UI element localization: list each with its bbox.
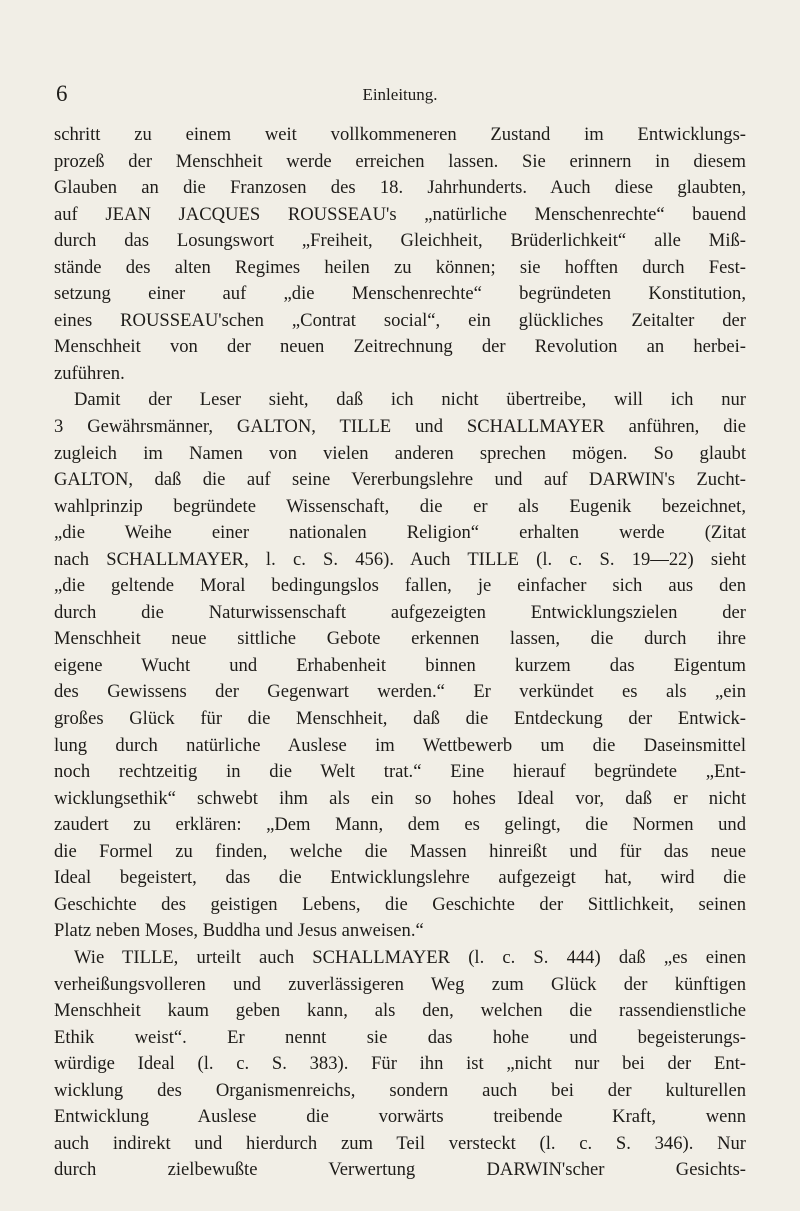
text-line: zaudert zu erklären: „Dem Mann, dem es gelingt, die Normen und bbox=[54, 814, 746, 836]
text-line: GALTON, daß die auf seine Vererbungslehre und auf DARWIN's Zucht- bbox=[54, 469, 746, 491]
text-line: lung durch natürliche Auslese im Wettbewerb um die Daseinsmittel bbox=[54, 734, 746, 756]
text-line: stände des alten Regimes heilen zu können; sie hofften durch Fest- bbox=[54, 256, 746, 278]
text-line: Ideal begeistert, das die Entwicklungslehre aufgezeigt hat, wird die bbox=[54, 867, 746, 889]
text-line: Ethik weist“. Er nennt sie das hohe und begeisterungs- bbox=[54, 1026, 746, 1048]
text-line: Wie TILLE, urteilt auch SCHALLMAYER (l. c. S. 444) daß „es einen bbox=[74, 946, 746, 968]
text-line: die Formel zu finden, welche die Massen hinreißt und für das neue bbox=[54, 840, 746, 862]
text-line: Menschheit von der neuen Zeitrechnung der Revolution an herbei- bbox=[54, 336, 746, 358]
text-line: zuführen. bbox=[54, 362, 125, 384]
text-line: wicklung des Organismenreichs, sondern auch bei der kulturellen bbox=[54, 1079, 746, 1101]
text-line: großes Glück für die Menschheit, daß die Entdeckung der Entwick- bbox=[54, 708, 746, 730]
text-line: Entwicklung Auslese die vorwärts treibende Kraft, wenn bbox=[54, 1106, 746, 1128]
text-line: nach SCHALLMAYER, l. c. S. 456). Auch TILLE (l. c. S. 19—22) sieht bbox=[54, 548, 746, 570]
text-line: würdige Ideal (l. c. S. 383). Für ihn ist „nicht nur bei der Ent- bbox=[54, 1053, 746, 1075]
text-line: eines ROUSSEAU'schen „Contrat social“, ein glückliches Zeitalter der bbox=[54, 309, 746, 331]
page-header bbox=[52, 80, 748, 110]
page-number: 6 bbox=[56, 81, 68, 106]
text-line: Menschheit neue sittliche Gebote erkennen lassen, die durch ihre bbox=[54, 628, 746, 650]
text-line: prozeß der Menschheit werde erreichen lassen. Sie erinnern in diesem bbox=[54, 150, 746, 172]
text-line: 3 Gewährsmänner, GALTON, TILLE und SCHALLMAYER anführen, die bbox=[54, 416, 746, 438]
text-line: „die Weihe einer nationalen Religion“ erhalten werde (Zitat bbox=[54, 522, 746, 544]
text-line: Menschheit kaum geben kann, als den, welchen die rassendienstliche bbox=[54, 1000, 746, 1022]
text-line: durch das Losungswort „Freiheit, Gleichheit, Brüderlichkeit“ alle Miß- bbox=[54, 230, 746, 252]
text-line: noch rechtzeitig in die Welt trat.“ Eine hierauf begründete „Ent- bbox=[54, 761, 746, 783]
text-line: Geschichte des geistigen Lebens, die Geschichte der Sittlichkeit, seinen bbox=[54, 893, 746, 915]
text-line: wahlprinzip begründete Wissenschaft, die er als Eugenik bezeichnet, bbox=[54, 495, 746, 517]
text-line: zugleich im Namen von vielen anderen sprechen mögen. So glaubt bbox=[54, 442, 746, 464]
body-text bbox=[54, 122, 746, 1184]
text-line: Damit der Leser sieht, daß ich nicht übertreibe, will ich nur bbox=[74, 389, 746, 411]
text-line: Platz neben Moses, Buddha und Jesus anweisen.“ bbox=[54, 920, 424, 942]
text-line: auf JEAN JACQUES ROUSSEAU's „natürliche Menschenrechte“ bauend bbox=[54, 203, 746, 225]
running-title: Einleitung. bbox=[362, 85, 438, 104]
text-line: eigene Wucht und Erhabenheit binnen kurzem das Eigentum bbox=[54, 654, 746, 676]
text-line: verheißungsvolleren und zuverlässigeren Weg zum Glück der künftigen bbox=[54, 973, 746, 995]
text-line: auch indirekt und hierdurch zum Teil versteckt (l. c. S. 346). Nur bbox=[54, 1132, 746, 1154]
text-line: wicklungsethik“ schwebt ihm als ein so hohes Ideal vor, daß er nicht bbox=[54, 787, 746, 809]
text-line: setzung einer auf „die Menschenrechte“ begründeten Konstitution, bbox=[54, 283, 746, 305]
text-line: „die geltende Moral bedingungslos fallen, je einfacher sich aus den bbox=[54, 575, 746, 597]
text-line: schritt zu einem weit vollkommeneren Zustand im Entwicklungs- bbox=[54, 124, 746, 145]
text-line: Glauben an die Franzosen des 18. Jahrhunderts. Auch diese glaubten, bbox=[54, 177, 746, 199]
text-line: des Gewissens der Gegenwart werden.“ Er verkündet es als „ein bbox=[54, 681, 746, 703]
text-line: durch zielbewußte Verwertung DARWIN'scher Gesichts- bbox=[54, 1159, 746, 1181]
text-line: durch die Naturwissenschaft aufgezeigten Entwicklungszielen der bbox=[54, 601, 746, 623]
